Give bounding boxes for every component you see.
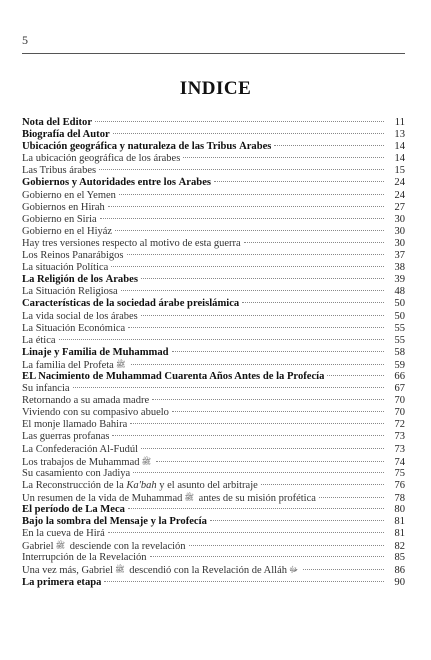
toc-entry-page: 70	[394, 395, 405, 407]
toc-entry-page: 13	[394, 129, 405, 141]
toc-entry-title: En la cueva de Hirá	[22, 528, 105, 540]
dot-leader	[112, 435, 384, 436]
toc-entry-title: Interrupción de la Revelación	[22, 552, 147, 564]
toc-entry-title: Viviendo con su compasivo abuelo	[22, 407, 169, 419]
toc-entry[interactable]	[22, 311, 405, 323]
toc-entry[interactable]	[22, 323, 405, 335]
page-number: 5	[22, 33, 28, 47]
dot-leader	[242, 302, 384, 303]
toc-entry[interactable]	[22, 262, 405, 274]
toc-entry-title: La primera etapa	[22, 576, 102, 588]
toc-entry-page: 90	[394, 576, 405, 588]
toc-entry[interactable]	[22, 395, 405, 407]
toc-entry-title: La Situación Económica	[22, 322, 126, 334]
toc-entry-page: 24	[394, 177, 405, 189]
dot-leader	[113, 133, 384, 134]
toc-entry-page: 27	[394, 201, 405, 213]
toc-entry[interactable]	[22, 407, 405, 419]
toc-entry-page: 38	[394, 262, 405, 274]
dot-leader	[141, 448, 384, 449]
toc-entry-title: Una vez más, Gabriel ﷺ descendió con la Revelación de Alláh ﷻ	[22, 565, 299, 577]
toc-entry-title: Gobierno en Siria	[22, 213, 97, 225]
dot-leader	[141, 278, 384, 279]
toc-entry-title: La familia del Profeta ﷺ	[22, 359, 126, 371]
toc-entry[interactable]	[22, 117, 405, 129]
dot-leader	[133, 472, 384, 473]
dot-leader	[115, 230, 384, 231]
toc-entry-title: Gobierno en el Yemen	[22, 189, 116, 201]
toc-entry[interactable]	[22, 480, 405, 492]
toc-entry[interactable]	[22, 516, 405, 528]
dot-leader	[327, 375, 384, 376]
toc-entry-page: 66	[394, 370, 405, 382]
toc-entry-page: 85	[394, 552, 405, 564]
toc-entry[interactable]	[22, 383, 405, 395]
toc-entry[interactable]	[22, 335, 405, 347]
toc-entry[interactable]	[22, 141, 405, 153]
dot-leader	[121, 290, 384, 291]
dot-leader	[261, 484, 384, 485]
dot-leader	[244, 242, 384, 243]
toc-entry-page: 75	[394, 467, 405, 479]
toc-entry-page: 82	[394, 541, 405, 553]
toc-entry-title: EL Nacimiento de Muhammad Cuarenta Años Antes de la Profecía	[22, 370, 325, 382]
toc-entry[interactable]	[22, 165, 405, 177]
toc-entry-page: 50	[394, 310, 405, 322]
dot-leader	[99, 169, 384, 170]
toc-entry[interactable]	[22, 528, 405, 540]
toc-entry[interactable]	[22, 286, 405, 298]
toc-entry-page: 55	[394, 334, 405, 346]
dot-leader	[128, 508, 384, 509]
toc-entry[interactable]	[22, 274, 405, 286]
dot-leader	[100, 218, 384, 219]
toc-entry-title: Hay tres versiones respecto al motivo de esta guerra	[22, 237, 241, 249]
honorific-symbol-icon: ﷺ	[141, 456, 152, 466]
toc-entry-page: 30	[394, 237, 405, 249]
toc-entry-page: 80	[394, 504, 405, 515]
dot-leader	[73, 387, 384, 388]
toc-entry-title: Linaje y Familia de Muhammad	[22, 346, 169, 358]
dot-leader	[214, 181, 384, 182]
toc-entry-page: 55	[394, 322, 405, 334]
honorific-symbol-icon: ﷺ	[55, 541, 66, 551]
honorific-symbol-icon: ﷺ	[184, 492, 195, 502]
toc-entry[interactable]	[22, 153, 405, 165]
toc-entry[interactable]	[22, 250, 405, 262]
toc-entry[interactable]	[22, 214, 405, 226]
toc-entry-title: Retornando a su amada madre	[22, 395, 150, 407]
toc-entry-page: 76	[394, 479, 405, 491]
dot-leader	[131, 364, 384, 365]
toc-entry-page: 67	[394, 383, 405, 395]
toc-entry-title: Gabriel ﷺ desciende con la revelación	[22, 541, 186, 553]
toc-entry-title: Gobiernos en Hirah	[22, 201, 105, 213]
toc-entry[interactable]	[22, 540, 405, 552]
toc-entry-title: La Situación Religiosa	[22, 286, 118, 298]
toc-entry-title: La ética	[22, 334, 56, 346]
toc-entry[interactable]	[22, 431, 405, 443]
dot-leader	[172, 351, 384, 352]
toc-entry[interactable]	[22, 577, 405, 589]
dot-leader	[130, 423, 384, 424]
dot-leader	[111, 266, 384, 267]
toc-entry-page: 30	[394, 225, 405, 237]
dot-leader	[274, 145, 384, 146]
toc-entry-title: Su infancia	[22, 383, 70, 395]
honorific-symbol-icon: ﷺ	[115, 359, 126, 369]
toc-entry-title: Las Tribus árabes	[22, 165, 97, 177]
toc-entry-page: 30	[394, 213, 405, 225]
toc-entry[interactable]	[22, 177, 405, 189]
dot-leader	[59, 339, 384, 340]
toc-entry-title: El período de La Meca	[22, 504, 125, 515]
dot-leader	[95, 121, 384, 122]
toc-entry[interactable]	[22, 129, 405, 141]
toc-entry-title: Un resumen de la vida de Muhammad ﷺ antes de su misión profética	[22, 492, 316, 504]
toc-entry-page: 70	[394, 407, 405, 419]
dot-leader	[319, 497, 384, 498]
toc-entry-title: Los trabajos de Muhammad ﷺ	[22, 456, 152, 468]
page-title: INDICE	[179, 78, 252, 99]
dot-leader	[104, 581, 384, 582]
toc-entry-page: 58	[394, 346, 405, 358]
toc-entry-title: La situación Política	[22, 262, 109, 274]
dot-leader	[150, 556, 385, 557]
dot-leader	[152, 399, 384, 400]
dot-leader	[172, 411, 384, 412]
toc-entry-title: La Confederación Al-Fudúl	[22, 443, 139, 455]
toc-entry-page: 59	[394, 359, 405, 371]
toc-entry-page: 73	[394, 443, 405, 455]
toc-entry-title: Ubicación geográfica y naturaleza de las Tribus Árabes	[22, 141, 272, 153]
toc-entry-page: 39	[394, 274, 405, 286]
toc-entry-page: 74	[394, 456, 405, 468]
dot-leader	[303, 569, 384, 570]
dot-leader	[127, 254, 385, 255]
toc-entry[interactable]	[22, 347, 405, 359]
toc-entry-title: Las guerras profanas	[22, 431, 110, 443]
dot-leader	[141, 315, 384, 316]
toc-entry[interactable]	[22, 564, 405, 576]
dot-leader	[210, 520, 384, 521]
toc-entry-page: 73	[394, 431, 405, 443]
toc-entry-page: 24	[394, 189, 405, 201]
toc-entry-page: 81	[394, 516, 405, 528]
toc-entry[interactable]	[22, 444, 405, 456]
toc-entry-page: 11	[394, 117, 405, 128]
toc-entry[interactable]	[22, 468, 405, 480]
toc-entry-title: La ubicación geográfica de los árabes	[22, 153, 181, 165]
toc-entry-page: 86	[394, 565, 405, 577]
toc-entry-title: El monje llamado Bahira	[22, 419, 128, 431]
toc-entry-page: 14	[394, 141, 405, 153]
toc-entry[interactable]	[22, 456, 405, 468]
dot-leader	[183, 157, 384, 158]
toc-entry-page: 72	[394, 419, 405, 431]
table-of-contents	[22, 117, 405, 589]
toc-entry-title: Gobiernos y Autoridades entre los Árabes	[22, 177, 212, 189]
toc-entry-page: 81	[394, 528, 405, 540]
toc-entry-title: La vida social de los árabes	[22, 310, 138, 322]
toc-entry[interactable]	[22, 298, 405, 310]
toc-entry-page: 14	[394, 153, 405, 165]
header-rule	[22, 53, 405, 54]
toc-entry-title: Gobierno en el Hiyáz	[22, 225, 113, 237]
toc-entry-page: 15	[394, 165, 405, 177]
toc-entry-title: Bajo la sombra del Mensaje y la Profecía	[22, 516, 207, 528]
toc-entry-title: Su casamiento con Jadiya	[22, 467, 131, 479]
toc-entry[interactable]	[22, 504, 405, 516]
toc-entry[interactable]	[22, 238, 405, 250]
toc-entry-page: 48	[394, 286, 405, 298]
toc-entry-title: Nota del Editor	[22, 117, 93, 128]
dot-leader	[189, 545, 384, 546]
toc-entry[interactable]	[22, 226, 405, 238]
toc-entry-page: 37	[394, 250, 405, 262]
toc-entry[interactable]	[22, 190, 405, 202]
toc-entry[interactable]	[22, 202, 405, 214]
toc-entry-title: Biografía del Autor	[22, 129, 110, 141]
dot-leader	[156, 461, 384, 462]
toc-entry-title: La Religión de los Árabes	[22, 274, 138, 286]
toc-entry-title: Los Reinos Panarábigos	[22, 250, 124, 262]
toc-entry-page: 50	[394, 298, 405, 310]
toc-entry[interactable]	[22, 492, 405, 504]
honorific-symbol-icon: ﷺ	[114, 565, 125, 575]
dot-leader	[119, 194, 384, 195]
toc-entry[interactable]	[22, 552, 405, 564]
toc-entry[interactable]	[22, 359, 405, 371]
toc-entry-title: La Reconstrucción de la Ka'bah y el asunto del arbitraje	[22, 479, 258, 491]
toc-entry-title: Características de la sociedad árabe preislámica	[22, 298, 240, 310]
toc-entry-page: 78	[394, 492, 405, 504]
dot-leader	[108, 206, 384, 207]
toc-entry[interactable]	[22, 371, 405, 383]
honorific-symbol-icon: ﷻ	[289, 565, 299, 575]
dot-leader	[128, 327, 384, 328]
toc-entry[interactable]	[22, 419, 405, 431]
dot-leader	[108, 532, 384, 533]
